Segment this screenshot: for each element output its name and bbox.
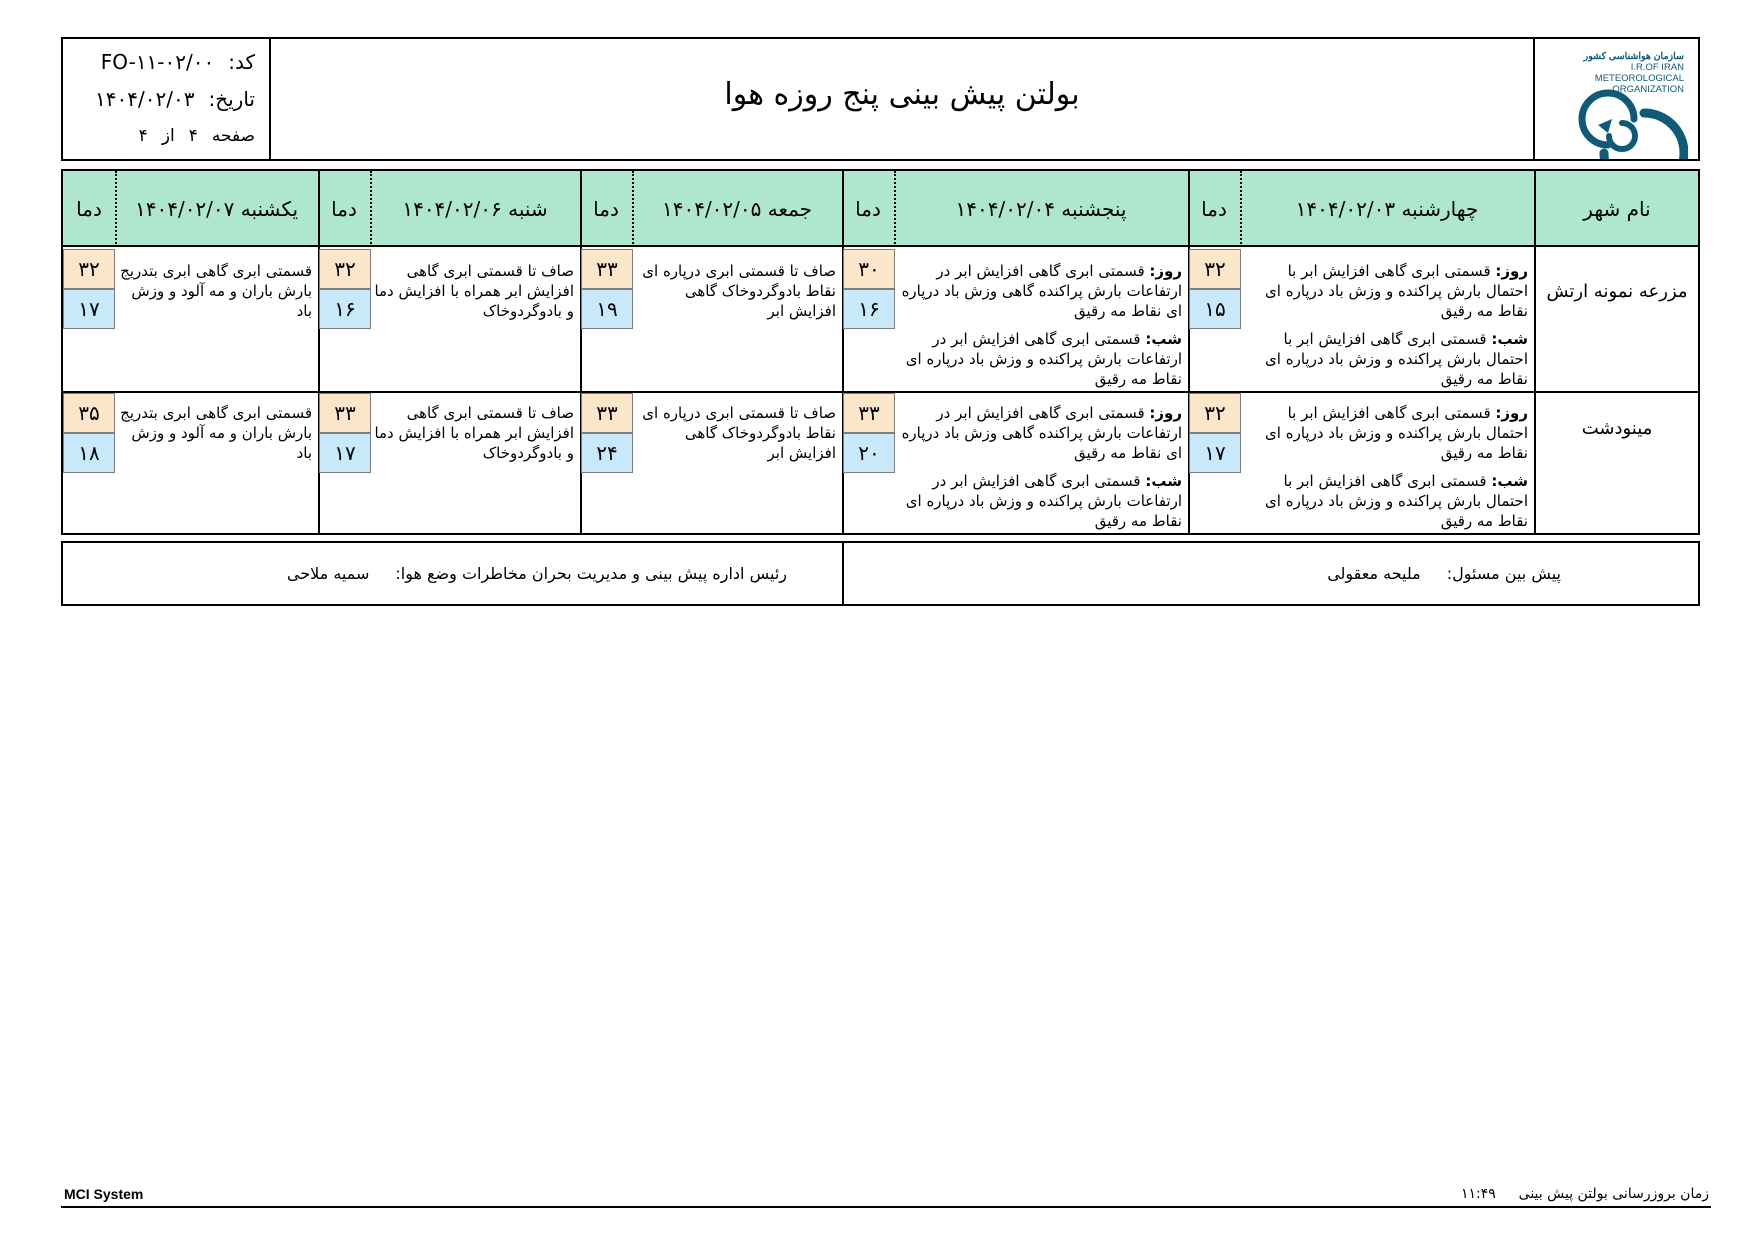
temp-header-2: دما [855, 197, 881, 221]
update-time-row [1461, 1186, 1709, 1202]
min-temp: ۱۷ [1189, 433, 1241, 473]
max-temp: ۳۲ [63, 249, 115, 289]
max-temp: ۳۲ [319, 249, 371, 289]
date-value: ۱۴۰۴/۰۲/۰۳ [95, 87, 195, 111]
min-temp: ۱۶ [319, 289, 371, 329]
night-label: شب: [1145, 330, 1182, 348]
forecast-text: قسمتی ابری گاهی ابری بتدریج بارش باران و مه آلود و وزش باد [120, 262, 312, 320]
min-temp: ۲۴ [581, 433, 633, 473]
logo-org-en-2: METEOROLOGICAL [1594, 73, 1684, 84]
temp-header-1: دما [1201, 197, 1227, 221]
day-forecast: قسمتی ابری گاهی افزایش ابر با احتمال بارش پراکنده و وزش باد درپاره ای نقاط مه رقیق [1265, 262, 1528, 320]
footer-rule [61, 1206, 1711, 1208]
night-forecast: قسمتی ابری گاهی افزایش ابر با احتمال بارش پراکنده و وزش باد درپاره ای نقاط مه رقیق [1265, 330, 1528, 388]
code-label: کد: [228, 50, 255, 74]
bulletin-header [61, 37, 1700, 161]
organization-logo [1533, 39, 1698, 159]
night-forecast: قسمتی ابری گاهی افزایش ابر با احتمال بارش پراکنده و وزش باد درپاره ای نقاط مه رقیق [1265, 472, 1528, 530]
spiral-logo-icon [1538, 53, 1688, 159]
day-header-3: جمعه ۱۴۰۴/۰۲/۰۵ [661, 197, 813, 221]
bulletin-title: بولتن پیش بینی پنج روزه هوا [724, 76, 1080, 112]
signature-box [61, 541, 1700, 606]
max-temp: ۳۳ [581, 249, 633, 289]
max-temp: ۳۲ [1189, 393, 1241, 433]
max-temp: ۳۳ [843, 393, 895, 433]
night-label: شب: [1491, 472, 1528, 490]
night-label: شب: [1491, 330, 1528, 348]
page-current: ۴ [188, 126, 198, 146]
forecaster-name: ملیحه معقولی [1327, 564, 1421, 583]
min-temp: ۱۸ [63, 433, 115, 473]
day-label: روز: [1495, 262, 1528, 280]
forecast-text: صاف تا قسمتی ابری گاهی افزایش ابر همراه با افزایش دما و بادوگردوخاک [374, 262, 574, 320]
day-label: روز: [1495, 404, 1528, 422]
min-temp: ۲۰ [843, 433, 895, 473]
day-header-5: یکشنبه ۱۴۰۴/۰۲/۰۷ [134, 197, 299, 221]
date-row [77, 84, 255, 114]
min-temp: ۱۵ [1189, 289, 1241, 329]
head-label: رئیس اداره پیش بینی و مدیریت بحران مخاطرات وضع هوا: [395, 564, 787, 583]
page-total: ۴ [138, 126, 148, 146]
signature-divider [842, 543, 844, 604]
forecast-text [896, 261, 1182, 389]
night-label: شب: [1145, 472, 1182, 490]
forecast-text [896, 403, 1182, 531]
temp-header-5: دما [76, 197, 102, 221]
forecast-text: صاف تا قسمتی ابری درپاره ای نقاط بادوگردوخاک گاهی افزایش ابر [642, 404, 836, 462]
max-temp: ۳۵ [63, 393, 115, 433]
forecaster-signature [1327, 543, 1561, 604]
day-header-2: پنجشنبه ۱۴۰۴/۰۲/۰۴ [955, 197, 1127, 221]
code-value: FO-۱۱-۰۲/۰۰ [100, 50, 215, 74]
page-row [77, 121, 255, 151]
city-name: مینودشت [1581, 417, 1653, 439]
day-forecast: قسمتی ابری گاهی افزایش ابر در ارتفاعات بارش پراکنده گاهی وزش باد درپاره ای نقاط مه رقیق [901, 262, 1182, 320]
document-meta [63, 39, 271, 159]
max-temp: ۳۳ [581, 393, 633, 433]
forecast-text [1242, 261, 1528, 389]
min-temp: ۱۷ [63, 289, 115, 329]
min-temp: ۱۶ [843, 289, 895, 329]
update-label: زمان بروزرسانی بولتن پیش بینی [1518, 1186, 1709, 1202]
logo-org-fa: سازمان هواشناسی کشور [1583, 51, 1684, 62]
forecaster-label: پیش بین مسئول: [1446, 564, 1561, 583]
max-temp: ۳۲ [1189, 249, 1241, 289]
day-label: روز: [1149, 262, 1182, 280]
city-column-header: نام شهر [1583, 197, 1651, 221]
day-forecast: قسمتی ابری گاهی افزایش ابر در ارتفاعات بارش پراکنده گاهی وزش باد درپاره ای نقاط مه رقیق [901, 404, 1182, 462]
temp-header-4: دما [331, 197, 357, 221]
update-time: ۱۱:۴۹ [1460, 1186, 1496, 1202]
temp-header-3: دما [593, 197, 619, 221]
forecast-text: صاف تا قسمتی ابری گاهی افزایش ابر همراه با افزایش دما و بادوگردوخاک [374, 404, 574, 462]
day-header-1: چهارشنبه ۱۴۰۴/۰۲/۰۳ [1295, 197, 1479, 221]
page-label: صفحه [211, 126, 255, 146]
head-signature [287, 543, 787, 604]
page-of-label: از [161, 126, 175, 146]
logo-org-en-1: I.R.OF IRAN [1630, 62, 1684, 73]
day-forecast: قسمتی ابری گاهی افزایش ابر با احتمال بارش پراکنده و وزش باد درپاره ای نقاط مه رقیق [1265, 404, 1528, 462]
head-name: سمیه ملاحی [286, 564, 370, 583]
night-forecast: قسمتی ابری گاهی افزایش ابر در ارتفاعات بارش پراکنده و وزش باد درپاره ای نقاط مه رقیق [905, 330, 1182, 388]
day-header-4: شنبه ۱۴۰۴/۰۲/۰۶ [402, 197, 548, 221]
forecast-table [61, 169, 1700, 535]
day-label: روز: [1149, 404, 1182, 422]
date-label: تاریخ: [208, 87, 255, 111]
min-temp: ۱۷ [319, 433, 371, 473]
system-name: MCI System [64, 1186, 144, 1202]
night-forecast: قسمتی ابری گاهی افزایش ابر در ارتفاعات بارش پراکنده و وزش باد درپاره ای نقاط مه رقیق [905, 472, 1182, 530]
forecast-text [1242, 403, 1528, 531]
max-temp: ۳۰ [843, 249, 895, 289]
max-temp: ۳۳ [319, 393, 371, 433]
forecast-text: صاف تا قسمتی ابری درپاره ای نقاط بادوگردوخاک گاهی افزایش ابر [642, 262, 836, 320]
forecast-text: قسمتی ابری گاهی ابری بتدریج بارش باران و مه آلود و وزش باد [120, 404, 312, 462]
code-row [77, 47, 255, 77]
min-temp: ۱۹ [581, 289, 633, 329]
logo-org-en-3: ORGANIZATION [1612, 84, 1684, 95]
city-name: مزرعه نمونه ارتش [1546, 280, 1688, 302]
